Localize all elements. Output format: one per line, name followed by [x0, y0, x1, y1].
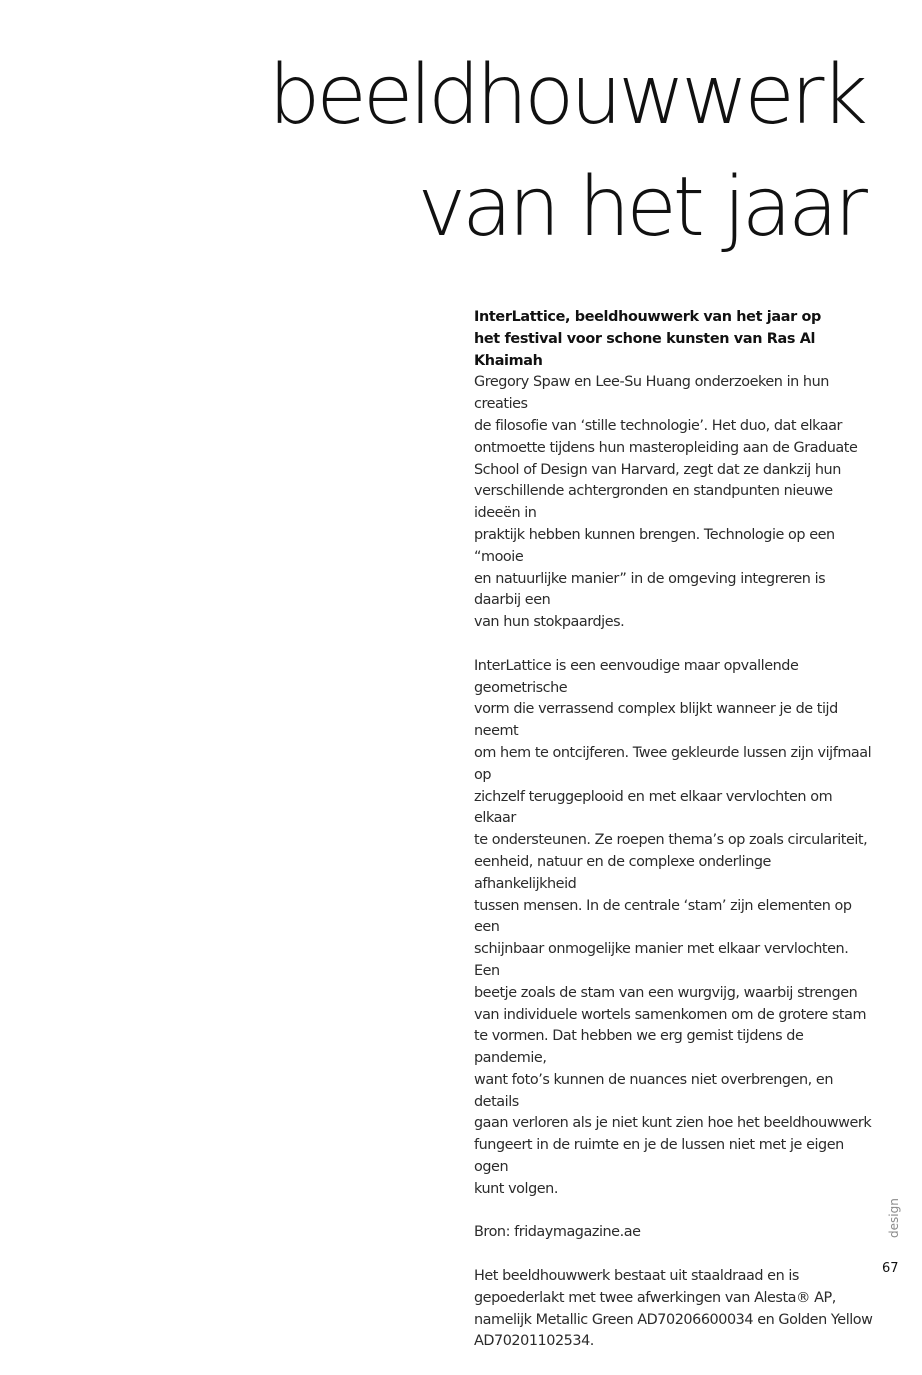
article-lead — [474, 307, 874, 372]
article-body — [474, 307, 874, 1375]
paragraph-intro: Gregory Spaw en Lee-Su Huang onderzoeken in hun creaties de filosofie van ‘stille technologie’. Het duo, dat elkaar ontmoette tijdens hun masteropleiding aan de Graduate School of Design van Harvard, zegt dat ze dankzij hun verschillende achtergronden en standpunten nieuwe ideeën in praktijk hebben kunnen brengen. Technologie op een “mooie en natuurlijke manier” in de omgeving integreren is daarbij een van hun stokpaardjes. — [474, 374, 858, 631]
lead-line-2: het festival voor schone kunsten van Ras Al Khaimah — [474, 330, 816, 369]
headline-line-1: beeldhouwwerk — [268, 48, 864, 143]
section-label: design — [887, 1198, 901, 1238]
lead-line-1: InterLattice, beeldhouwwerk van het jaar op — [474, 309, 821, 325]
headline-line-2: van het jaar — [417, 160, 864, 255]
page-number: 67 — [882, 1261, 899, 1276]
source-credit: Bron: fridaymagazine.ae — [474, 1224, 641, 1241]
paragraph-description: InterLattice is een eenvoudige maar opvallende geometrische vorm die verrassend complex blijkt wanneer je de tijd neemt om hem te ontcijferen. Twee gekleurde lussen zijn vijfmaal op zichzelf teruggeplooid en met elkaar vervlochten om elkaar te ondersteunen. Ze roepen thema’s op zoals circulariteit, eenheid, natuur en de complexe onderlinge afhankelijkheid tussen mensen. In de centrale ‘stam’ zijn elementen op een schijnbaar onmogelijke manier met elkaar vervlochten. Een beetje zoals de stam van een wurgvijg, waarbij strengen van individuele wortels samenkomen om de grotere stam te vormen. Dat hebben we erg gemist tijdens de pandemie, want foto’s kunnen de nuances niet overbrengen, en details gaan verloren als je niet kunt zien hoe het beeldhouwwerk fungeert in de ruimte en je de lussen niet met je eigen ogen kunt volgen. — [474, 657, 872, 1197]
headline — [268, 40, 864, 264]
paragraph-materials: Het beeldhouwwerk bestaat uit staaldraad en is gepoederlakt met twee afwerkingen van Alesta® AP, namelijk Metallic Green AD70206600034 en Golden Yellow AD70201102534. — [474, 1268, 873, 1350]
